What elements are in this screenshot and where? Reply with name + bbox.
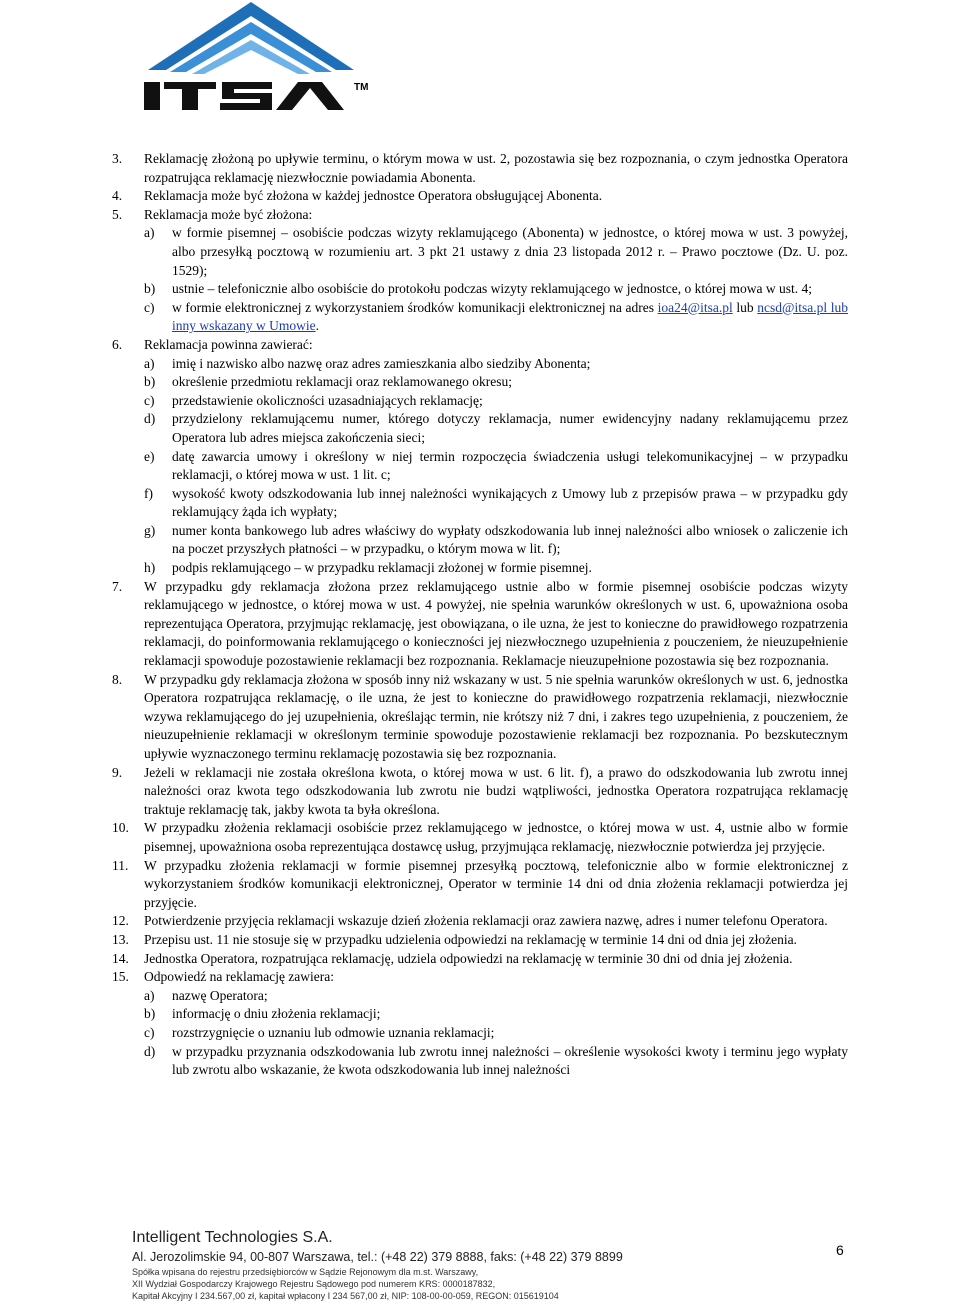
link-separator: lub bbox=[736, 299, 754, 315]
sentence-end: . bbox=[315, 318, 319, 334]
sub-item-body: w formie pisemnej – osobiście podczas wizyty reklamującego (Abonenta) w jednostce, o której mowa w ust. 3 powyżej, albo przesyłką pocztową w rozumieniu art. 3 pkt 21 ustawy z dnia 23 listopada 2012 r. – Prawo pocztowe (Dz. U. poz. 1529); bbox=[172, 225, 848, 278]
sub-item bbox=[112, 299, 848, 336]
item-number: 9. bbox=[112, 764, 123, 780]
sub-item-body: przydzielony reklamującemu numer, którego dotyczy reklamacja, numer ewidencyjny nadany reklamującemu przez Operatora lub adres miejsca zakończenia sieci; bbox=[172, 411, 848, 445]
registry-line-1: Spółka wpisana do rejestru przedsiębiorców w Sądzie Rejonowym dla m.st. Warszawy, bbox=[132, 1267, 479, 1277]
itsa-logo bbox=[126, 0, 376, 120]
sub-item bbox=[112, 373, 848, 392]
sub-item-text bbox=[172, 410, 848, 447]
trademark-mark: TM bbox=[354, 82, 369, 93]
registry-line-3: Kapitał Akcyjny I 234.567,00 zł, kapitał wpłacony I 234 567,00 zł, NIP: 108-00-00-059, REGON: 015619104 bbox=[132, 1291, 559, 1301]
sub-item-text bbox=[172, 355, 848, 374]
list-item bbox=[112, 187, 848, 206]
item-text: Odpowiedź na reklamację zawiera: bbox=[144, 969, 335, 985]
sub-item-body: datę zawarcia umowy i określony w niej termin rozpoczęcia świadczenia usługi telekomunikacyjnej – w przypadku reklamacji, o której mowa w ust. 1 lit. c; bbox=[172, 448, 848, 483]
item-text: Reklamacja może być złożona: bbox=[144, 206, 313, 222]
sub-item-body: w formie elektronicznej z wykorzystaniem środków komunikacji elektronicznej na adres bbox=[172, 299, 654, 315]
item-number: 11. bbox=[112, 857, 129, 873]
sub-item bbox=[112, 410, 848, 447]
sub-item-body: przedstawienie okoliczności uzasadniających reklamację; bbox=[172, 392, 483, 408]
sub-item-letter: b) bbox=[144, 1006, 156, 1022]
sub-item-body: ustnie – telefonicznie albo osobiście do protokołu podczas wizyty reklamującego w jednostce, o której mowa w ust. 4; bbox=[172, 281, 812, 297]
sub-item-text bbox=[172, 224, 848, 280]
sub-item bbox=[112, 1024, 848, 1043]
document-body bbox=[112, 150, 848, 1080]
sub-item-body: nazwę Operatora; bbox=[172, 987, 268, 1003]
item-text: Reklamację złożoną po upływie terminu, o którym mowa w ust. 2, pozostawia się bez rozpoznania, o czym jednostka Operatora rozpatrująca reklamację niezwłocznie powiadamia Abonenta. bbox=[144, 151, 848, 185]
item-number: 3. bbox=[112, 151, 123, 166]
list-item bbox=[112, 578, 848, 671]
sub-item bbox=[112, 987, 848, 1006]
item-number: 6. bbox=[112, 336, 123, 352]
list-item bbox=[112, 336, 848, 355]
list-item bbox=[112, 950, 848, 969]
item-number: 14. bbox=[112, 950, 129, 966]
sub-item-text bbox=[172, 987, 848, 1006]
sub-item-body: rozstrzygnięcie o uznaniu lub odmowie uznania reklamacji; bbox=[172, 1024, 495, 1040]
item-text: Przepisu ust. 11 nie stosuje się w przypadku udzielenia odpowiedzi na reklamację w terminie 14 dni od dnia jej złożenia. bbox=[144, 931, 797, 947]
company-address: Al. Jerozolimskie 94, 00-807 Warszawa, tel.: (+48 22) 379 8888, faks: (+48 22) 379 8899 bbox=[132, 1250, 623, 1264]
sub-item-letter: b) bbox=[144, 281, 156, 297]
registry-line-2: XII Wydział Gospodarczy Krajowego Rejestru Sądowego pod numerem KRS: 0000187832, bbox=[132, 1279, 496, 1289]
item-number: 5. bbox=[112, 206, 123, 222]
sub-item-letter: a) bbox=[144, 225, 155, 241]
item-text: W przypadku gdy reklamacja złożona w sposób inny niż wskazany w ust. 5 nie spełnia warunków określonych w ust. 6, jednostka Operatora rozpatrująca reklamację, o ile uzna, że jest to konieczne do prawidłowego rozpatrzenia reklamacji, niezwłocznie wzywa reklamującego do jej uzupełnienia, określając termin, nie krótszy niż 7 dni, i zakres tego uzupełnienia, z pouczeniem, że nieuzupełnienie reklamacji w określonym terminie spowoduje pozostawienie reklamacji bez rozpoznania. Po bezskutecznym upływie wyznaczonego terminu reklamację pozostawia się bez rozpoznania. bbox=[144, 671, 848, 761]
list-item bbox=[112, 931, 848, 950]
list-item bbox=[112, 912, 848, 931]
sub-item-body: imię i nazwisko albo nazwę oraz adres zamieszkania albo siedziby Abonenta; bbox=[172, 355, 591, 371]
sub-item bbox=[112, 1043, 848, 1080]
sub-item bbox=[112, 224, 848, 280]
item-text: Jeżeli w reklamacji nie została określona kwota, o której mowa w ust. 6 lit. f), a prawo do odszkodowania lub zwrotu innej należności oraz kwota tego odszkodowania lub zwrotu nie budzi wątpliwości, jednostka Operatora rozpatrująca reklamację traktuje reklamację tak, jakby kwota ta była określona. bbox=[144, 764, 848, 817]
sub-item-letter: d) bbox=[144, 411, 156, 427]
item-number: 10. bbox=[112, 820, 129, 836]
item-text: W przypadku złożenia reklamacji w formie pisemnej przesyłką pocztową, telefonicznie albo w formie elektronicznej z wykorzystaniem środków komunikacji elektronicznej, Operator w terminie 14 dni od dnia złożenia reklamacji potwierdza jej przyjęcie. bbox=[144, 857, 848, 910]
list-item bbox=[112, 968, 848, 987]
item-text: Jednostka Operatora, rozpatrująca reklamację, udziela odpowiedzi na reklamację w terminie 30 dni od dnia jej złożenia. bbox=[144, 950, 793, 966]
item-number: 7. bbox=[112, 578, 123, 594]
sub-item-letter: a) bbox=[144, 987, 155, 1003]
list-item bbox=[112, 206, 848, 225]
page-number: 6 bbox=[836, 1242, 844, 1258]
item-number: 15. bbox=[112, 969, 129, 985]
sub-item-letter: d) bbox=[144, 1043, 156, 1059]
sub-item-text bbox=[172, 280, 848, 299]
footer bbox=[132, 1228, 852, 1302]
item-text: Reklamacja może być złożona w każdej jednostce Operatora obsługującej Abonenta. bbox=[144, 188, 603, 204]
sub-item-body: w przypadku przyznania odszkodowania lub zwrotu innej należności – określenie wysokości kwoty i terminu jego wypłaty lub zwrotu albo wskazanie, że kwota odszkodowania lub innej należności bbox=[172, 1043, 848, 1078]
sub-item bbox=[112, 485, 848, 522]
sub-item-text bbox=[172, 448, 848, 485]
sub-item-letter: h) bbox=[144, 560, 156, 576]
sub-item-letter: a) bbox=[144, 355, 155, 371]
sub-item bbox=[112, 448, 848, 485]
sub-item-letter: g) bbox=[144, 522, 156, 538]
list-item bbox=[112, 150, 848, 187]
list-item bbox=[112, 857, 848, 913]
item-text: Reklamacja powinna zawierać: bbox=[144, 336, 313, 352]
sub-item-letter: c) bbox=[144, 1024, 155, 1040]
sub-item bbox=[112, 1005, 848, 1024]
item-number: 12. bbox=[112, 913, 129, 929]
sub-item-body: numer konta bankowego lub adres właściwy do wypłaty odszkodowania lub innej należności albo wniosek o zaliczenie ich na poczet przyszłych płatności – w przypadku, o którym mowa w lit. f); bbox=[172, 522, 848, 557]
sub-item-text bbox=[172, 1005, 848, 1024]
sub-item-text bbox=[172, 559, 848, 578]
sub-item bbox=[112, 392, 848, 411]
sub-item-text bbox=[172, 1024, 848, 1043]
sub-item-body: podpis reklamującego – w przypadku reklamacji złożonej w formie pisemnej. bbox=[172, 560, 592, 576]
item-text: W przypadku gdy reklamacja złożona przez reklamującego ustnie albo w formie pisemnej osobiście podczas wizyty reklamującego w jednostce, o której mowa w ust. 4 powyżej, nie spełnia warunków określonych w ust. 6, upoważniona osoba reprezentująca Operatora, przyjmując reklamację, jest obowiązana, o ile uzna, że jest to konieczne do prawidłowego rozpatrzenia reklamacji, do poinformowania reklamującego o konieczności jej niezwłocznego uzupełnienia z pouczeniem, że nieuzupełnienie reklamacji spowoduje pozostawienie reklamacji bez rozpoznania. Reklamacje nieuzupełnione pozostawia się bez rozpoznania. bbox=[144, 578, 848, 669]
sub-item-body: wysokość kwoty odszkodowania lub innej należności wynikających z Umowy lub z przepisów prawa – w przypadku gdy reklamujący żąda ich wypłaty; bbox=[172, 485, 848, 520]
sub-item bbox=[112, 559, 848, 578]
sub-item-body: informację o dniu złożenia reklamacji; bbox=[172, 1006, 381, 1022]
sub-item bbox=[112, 355, 848, 374]
sub-item-text bbox=[172, 522, 848, 559]
sub-item-text bbox=[172, 485, 848, 522]
item-number: 4. bbox=[112, 188, 123, 204]
item-number: 8. bbox=[112, 671, 123, 687]
item-text: W przypadku złożenia reklamacji osobiście przez reklamującego w jednostce, o której mowa w ust. 4, ustnie albo w formie pisemnej, upoważniona osoba reprezentująca dostawcę usług, przyjmująca reklamację, niezwłocznie potwierdza jej przyjęcie. bbox=[144, 820, 848, 854]
item-number: 13. bbox=[112, 931, 129, 947]
sub-item-letter: c) bbox=[144, 392, 155, 408]
sub-item-letter: f) bbox=[144, 485, 153, 501]
sub-item-letter: c) bbox=[144, 299, 155, 315]
list-item bbox=[112, 819, 848, 856]
company-name: Intelligent Technologies S.A. bbox=[132, 1229, 333, 1246]
sub-item bbox=[112, 280, 848, 299]
list-item bbox=[112, 671, 848, 764]
sub-item bbox=[112, 522, 848, 559]
sub-item-body: określenie przedmiotu reklamacji oraz reklamowanego okresu; bbox=[172, 374, 512, 390]
sub-item-letter: e) bbox=[144, 448, 155, 464]
email-link-ncsd[interactable]: ncsd@itsa.pl lub inny wskazany w Umowie bbox=[172, 299, 848, 334]
email-link-ioa24[interactable]: ioa24@itsa.pl bbox=[657, 299, 733, 315]
item-text: Potwierdzenie przyjęcia reklamacji wskazuje dzień złożenia reklamacji oraz zawiera nazwę, adres i numer telefonu Operatora. bbox=[144, 913, 828, 929]
list-item bbox=[112, 764, 848, 820]
sub-item-text bbox=[172, 392, 848, 411]
sub-item-text bbox=[172, 1043, 848, 1080]
sub-item-letter: b) bbox=[144, 374, 156, 390]
sub-item-text bbox=[172, 299, 848, 336]
sub-item-text bbox=[172, 373, 848, 392]
